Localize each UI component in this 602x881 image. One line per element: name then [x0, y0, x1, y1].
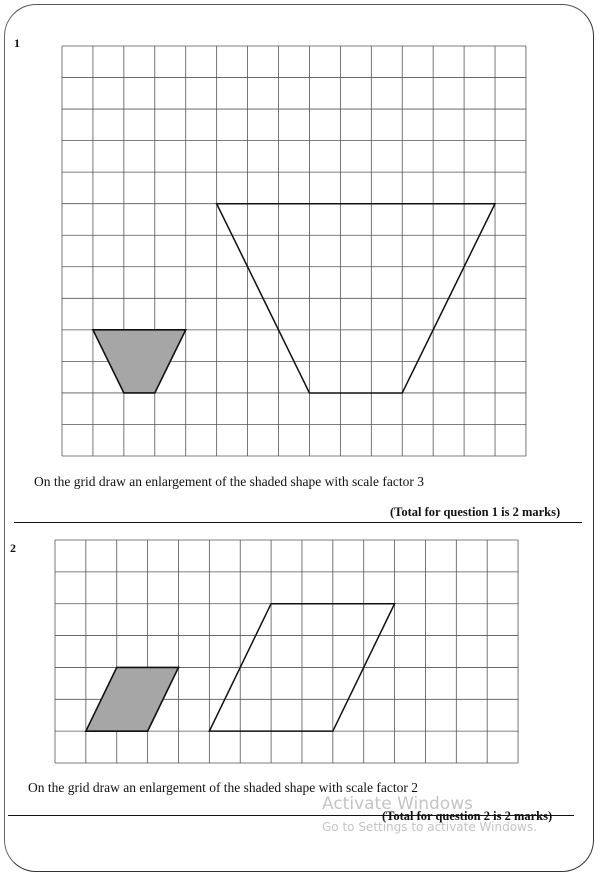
question-2-grid [55, 540, 518, 763]
question-1-total: (Total for question 1 is 2 marks) [390, 505, 561, 519]
question-1-divider [14, 522, 582, 523]
question-1-number: 1 [14, 36, 20, 50]
question-2-number: 2 [10, 541, 16, 555]
activate-windows-subtitle: Go to Settings to activate Windows. [322, 820, 537, 834]
question-2-divider [8, 815, 574, 816]
question-1-instruction: On the grid draw an enlargement of the shaded shape with scale factor 3 [34, 474, 424, 489]
question-1-grid [62, 46, 526, 456]
question-2-instruction: On the grid draw an enlargement of the shaded shape with scale factor 2 [28, 780, 418, 795]
question-2-total: (Total for question 2 is 2 marks) [382, 809, 553, 823]
activate-windows-title: Activate Windows [322, 794, 473, 814]
